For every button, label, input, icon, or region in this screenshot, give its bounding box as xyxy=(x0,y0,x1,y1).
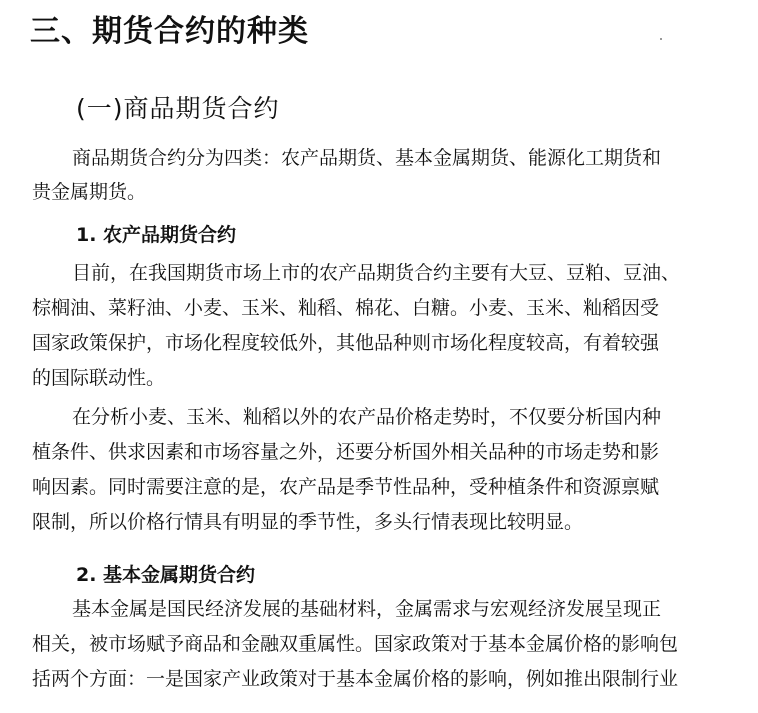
s1-p1-line-2: 棕榈油、菜籽油、小麦、玉米、籼稻、棉花、白糖。小麦、玉米、籼稻因受 xyxy=(32,297,660,319)
s1-p1-line-3: 国家政策保护，市场化程度较低外，其他品种则市场化程度较高，有着较强 xyxy=(32,332,660,354)
section-heading: (一)商品期货合约 xyxy=(76,94,280,123)
s1-p2-line-2: 植条件、供求因素和市场容量之外，还要分析国外相关品种的市场走势和影 xyxy=(32,441,660,463)
s1-p2-line-1: 在分析小麦、玉米、籼稻以外的农产品价格走势时，不仅要分析国内种 xyxy=(72,406,662,428)
s1-p2-line-3: 响因素。同时需要注意的是，农产品是季节性品种，受种植条件和资源禀赋 xyxy=(32,476,660,498)
s1-p1-line-4: 的国际联动性。 xyxy=(32,367,166,389)
s1-p2-line-4: 限制，所以价格行情具有明显的季节性，多头行情表现比较明显。 xyxy=(32,511,584,533)
intro-line-1: 商品期货合约分为四类：农产品期货、基本金属期货、能源化工期货和 xyxy=(72,147,662,169)
s1-p1-line-1: 目前，在我国期货市场上市的农产品期货合约主要有大豆、豆粕、豆油、 xyxy=(72,262,681,284)
scan-speck xyxy=(660,38,662,40)
s2-p1-line-1: 基本金属是国民经济发展的基础材料，金属需求与宏观经济发展呈现正 xyxy=(72,598,662,620)
intro-line-2: 贵金属期货。 xyxy=(32,181,147,203)
subsection-1-title: 1. 农产品期货合约 xyxy=(76,224,237,246)
subsection-2-title: 2. 基本金属期货合约 xyxy=(76,564,256,586)
s2-p1-line-3: 括两个方面：一是国家产业政策对于基本金属价格的影响，例如推出限制行业 xyxy=(32,668,679,690)
chapter-heading: 三、期货合约的种类 xyxy=(30,14,309,49)
s2-p1-line-2: 相关，被市场赋予商品和金融双重属性。国家政策对于基本金属价格的影响包 xyxy=(32,633,679,655)
